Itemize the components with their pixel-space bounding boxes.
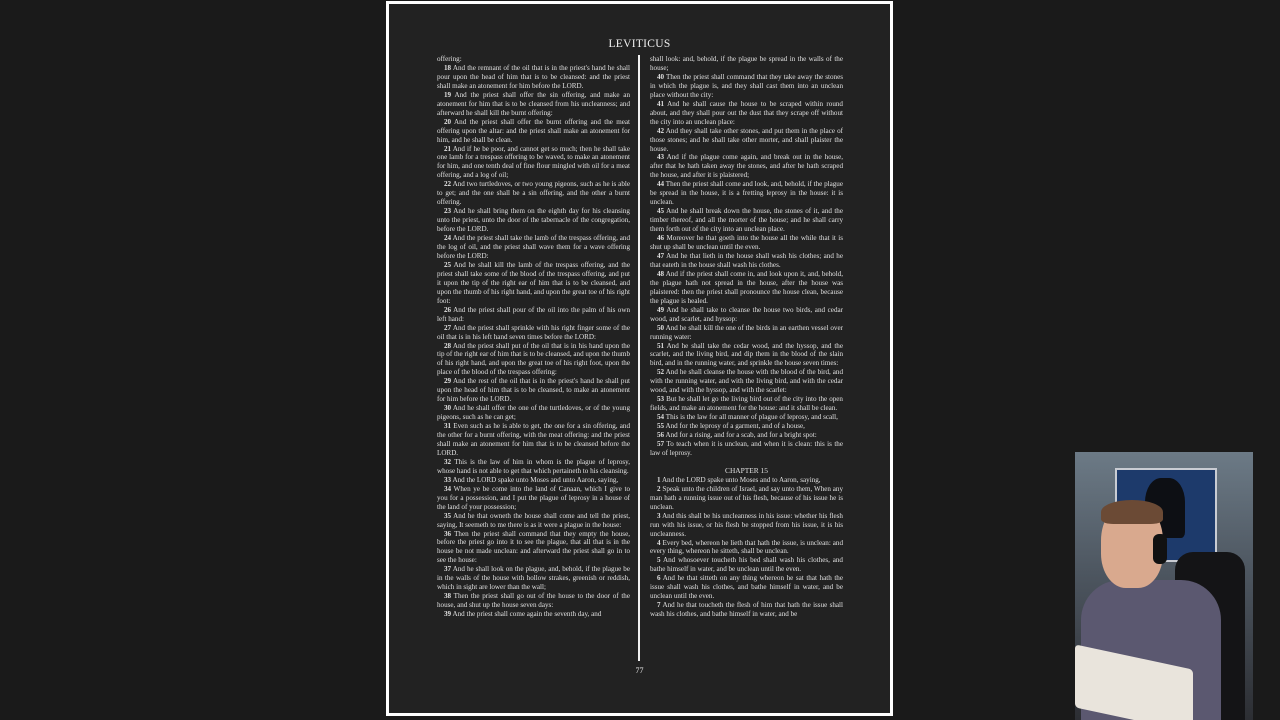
verse-number: 51: [657, 341, 665, 350]
verse: [650, 440, 843, 458]
verse-number: 30: [444, 404, 452, 413]
verse: [437, 180, 630, 207]
verse: [437, 422, 630, 458]
verse: [650, 324, 843, 342]
verse-text: And if he be poor, and cannot get so much; then he shall take one lamb for a trespass offering to be waved, to make an atonement for him, and one tenth deal of fine flour mingled with oil for a meat offering, and a log of oil;: [437, 144, 630, 180]
verse: [650, 574, 843, 601]
verse: [437, 64, 630, 91]
verse-text: To teach when it is unclean, and when it is clean: this is the law of leprosy.: [650, 439, 843, 457]
verse-text: And the remnant of the oil that is in the priest's hand he shall pour upon the head of him that is to be cleansed: and the priest shall make an atonement for him before the LORD.: [437, 63, 630, 90]
verse-number: 50: [657, 323, 665, 332]
verse-number: 33: [444, 475, 452, 484]
verse-number: 5: [657, 556, 661, 565]
verse: [437, 565, 630, 592]
verse: [437, 91, 630, 118]
verse-number: 42: [657, 126, 665, 135]
verse-text: And the LORD spake unto Moses and to Aaron, saying,: [661, 475, 821, 484]
verse-number: 38: [444, 592, 452, 601]
right-column-ch15: [650, 476, 843, 619]
verse-number: 35: [444, 511, 452, 520]
verse-text: Every bed, whereon he lieth that hath the issue, is unclean: and every thing, whereon he sitteth, shall be unclean.: [650, 538, 843, 556]
verse-text: And two turtledoves, or two young pigeons, such as he is able to get; and the one shall be a sin offering, and the other a burnt offering.: [437, 180, 630, 207]
verse-text: And for the leprosy of a garment, and of a house,: [665, 422, 805, 431]
verse-number: 41: [657, 99, 665, 108]
verse-text: And he that owneth the house shall come and tell the priest, saying, It seemeth to me there is as it were a plague in the house:: [437, 511, 630, 529]
verse: [650, 368, 843, 395]
verse-number: 47: [657, 251, 665, 260]
chapter-heading: CHAPTER 15: [725, 465, 768, 475]
verse-number: 27: [444, 323, 452, 332]
verse-text: Then the priest shall come and look, and, behold, if the plague be spread in the house, it is a fretting leprosy in the house: it is unclean.: [650, 180, 843, 207]
verse-number: 20: [444, 117, 452, 126]
verse-number: 32: [444, 457, 452, 466]
verse: [650, 342, 843, 369]
verse-text: And the rest of the oil that is in the priest's hand he shall put upon the head of him that is to be cleansed, to make an atonement for him before the LORD.: [437, 377, 630, 404]
verse-text: And he shall take the cedar wood, and the hyssop, and the scarlet, and the living bird, and dip them in the blood of the slain bird, and in the running water, and sprinkle the house seven times:: [650, 341, 843, 368]
verse-number: 7: [657, 601, 661, 610]
verse-text: And if the plague come again, and break out in the house, after that he hath taken away the stones, and after he hath scraped the house, and after it is plaistered;: [650, 153, 843, 180]
verse-number: 43: [657, 153, 665, 162]
verse: [650, 153, 843, 180]
verse-text: And they shall take other stones, and put them in the place of those stones; and he shall take other morter, and shall plaister the house.: [650, 126, 843, 153]
column-divider: [638, 55, 640, 661]
verse-text: This is the law for all manner of plague of leprosy, and scall,: [665, 413, 838, 422]
headset-icon: [1153, 534, 1167, 564]
verse-text: And he shall cleanse the house with the blood of the bird, and with the running water, and with the living bird, and with the cedar wood, and with the hyssop, and with the scarlet:: [650, 368, 843, 395]
verse-text: And whosoever toucheth his bed shall wash his clothes, and bathe himself in water, and be unclean until the even.: [650, 556, 843, 574]
verse-text: offering:: [437, 55, 462, 63]
verse-number: 23: [444, 207, 452, 216]
verse: [437, 530, 630, 566]
verse-text: And this shall be his uncleanness in his issue: whether his flesh run with his issue, or his flesh be stopped from his issue, it is his uncleanness.: [650, 511, 843, 538]
verse-text: And the priest shall sprinkle with his right finger some of the oil that is in his left hand seven times before the LORD:: [437, 323, 630, 341]
verse-text: And he shall bring them on the eighth day for his cleansing unto the priest, unto the door of the tabernacle of the congregation, before the LORD.: [437, 207, 630, 234]
verse-text: And the priest shall come again the seventh day, and: [452, 610, 602, 619]
verse: [650, 252, 843, 270]
verse-number: 25: [444, 260, 452, 269]
verse: [650, 431, 843, 440]
left-column: [437, 55, 630, 661]
verse: [437, 207, 630, 234]
verse: [650, 422, 843, 431]
bible-page: [389, 4, 890, 713]
verse-number: 40: [657, 72, 665, 81]
verse-text: And he that lieth in the house shall wash his clothes; and he that eateth in the house shall wash his clothes.: [650, 251, 843, 269]
verse: [437, 592, 630, 610]
verse-text: And the priest shall offer the burnt offering and the meat offering upon the altar: and the priest shall make an atonement for him, and he shall be clean.: [437, 117, 630, 144]
verse-text: And he shall break down the house, the stones of it, and the timber thereof, and all the morter of the house; and he shall carry them forth out of the city into an unclean place.: [650, 207, 843, 234]
verse-text: When ye be come into the land of Canaan, which I give to you for a possession, and I put the plague of leprosy in a house of the land of your possession;: [437, 484, 630, 511]
verse-number: 44: [657, 180, 665, 189]
verse: [437, 118, 630, 145]
verse-number: 18: [444, 63, 452, 72]
verse-number: 28: [444, 341, 452, 350]
verse: [437, 377, 630, 404]
verse-number: 46: [657, 234, 665, 243]
verse-text: And he shall kill the one of the birds in an earthen vessel over running water:: [650, 323, 843, 341]
verse: [650, 180, 843, 207]
page-number: 77: [635, 666, 644, 675]
verse-number: 54: [657, 413, 665, 422]
verse: [650, 234, 843, 252]
verse-number: 52: [657, 368, 665, 377]
verse-text: And the priest shall put of the oil that is in his hand upon the tip of the right ear of him that is to be cleansed, and upon the thumb of his right hand, and upon the great toe of his right foot, upon the place of the blood of the trespass offering:: [437, 341, 630, 377]
webcam-overlay: [1075, 452, 1253, 720]
verse-text: And he that sitteth on any thing whereon he sat that hath the issue shall wash his clothes, and bathe himself in water, and be unclean until the even.: [650, 574, 843, 601]
verse: [650, 413, 843, 422]
verse-number: 45: [657, 207, 665, 216]
verse-number: 3: [657, 511, 661, 520]
verse-text: And he that toucheth the flesh of him that hath the issue shall wash his clothes, and bathe himself in water, and be: [650, 601, 843, 619]
verse: [650, 55, 843, 73]
verse-text: This is the law of him in whom is the plague of leprosy, whose hand is not able to get that which pertaineth to his cleansing.: [437, 457, 630, 475]
verse: [650, 539, 843, 557]
verse-text: Even such as he is able to get, the one for a sin offering, and the other for a burnt offering, with the meat offering: and the priest shall make an atonement for him that is to be cleansed before the LORD.: [437, 422, 630, 457]
verse: [437, 485, 630, 512]
verse-number: 56: [657, 431, 665, 440]
right-column-ch14: [650, 55, 843, 458]
verse-text: Then the priest shall command that they empty the house, before the priest go into it to see the plague, that all that is in the house be not made unclean: and afterward the priest shall go in to see the house:: [437, 529, 630, 565]
verse-number: 31: [444, 422, 452, 431]
verse: [650, 100, 843, 127]
verse-text: And the priest shall offer the sin offering, and make an atonement for him that is to be cleansed from his uncleanness; and afterward he shall kill the burnt offering:: [437, 90, 630, 117]
verse-text: And he shall kill the lamb of the trespass offering, and the priest shall take some of the blood of the trespass offering, and put it upon the tip of the right ear of him that is to be cleansed, and upon the thumb of his right hand, and upon the great toe of his right foot:: [437, 260, 630, 305]
verse-number: 26: [444, 305, 452, 314]
verse-number: 55: [657, 422, 665, 431]
verse: [650, 485, 843, 512]
verse-text: shall look: and, behold, if the plague be spread in the walls of the house;: [650, 55, 843, 72]
verse-number: 1: [657, 475, 661, 484]
right-column: [650, 55, 843, 661]
verse-text: And he shall offer the one of the turtledoves, or of the young pigeons, such as he can get;: [437, 404, 630, 422]
verse-text: And he shall cause the house to be scraped within round about, and they shall pour out the dust that they scrape off without the city into an unclean place:: [650, 99, 843, 126]
verse-text: Moreover he that goeth into the house all the while that it is shut up shall be unclean until the even.: [650, 234, 843, 252]
verse: [437, 342, 630, 378]
verse-number: 48: [657, 269, 665, 278]
verse: [437, 306, 630, 324]
verse-number: 24: [444, 234, 452, 243]
verse: [437, 610, 630, 619]
verse-number: 22: [444, 180, 452, 189]
verse-number: 36: [444, 529, 452, 538]
verse: [650, 476, 843, 485]
verse-number: 21: [444, 144, 452, 153]
verse-number: 49: [657, 305, 665, 314]
verse-text: And he shall take to cleanse the house two birds, and cedar wood, and scarlet, and hyssop:: [650, 305, 843, 323]
verse-text: But he shall let go the living bird out of the city into the open fields, and make an atonement for the house: and it shall be clean.: [650, 395, 843, 413]
verse-text: Then the priest shall command that they take away the stones in which the plague is, and they shall cast them into an unclean place without the city:: [650, 72, 843, 99]
verse-text: And the priest shall take the lamb of the trespass offering, and the log of oil, and the priest shall wave them for a wave offering before the LORD:: [437, 234, 630, 260]
verse: [650, 73, 843, 100]
verse-text: Speak unto the children of Israel, and say unto them, When any man hath a running issue out of his flesh, because of his issue he is unclean.: [650, 484, 843, 511]
verse: [437, 404, 630, 422]
verse: [650, 207, 843, 234]
verse: [437, 145, 630, 181]
verse-text: And the LORD spake unto Moses and unto Aaron, saying,: [452, 475, 619, 484]
verse: [650, 270, 843, 306]
verse-text: Then the priest shall go out of the house to the door of the house, and shut up the house seven days:: [437, 592, 630, 610]
verse: [650, 601, 843, 619]
verse-text: And for a rising, and for a scab, and for a bright spot:: [665, 431, 817, 440]
verse-text: And if the priest shall come in, and look upon it, and, behold, the plague hath not spread in the house, after the house was plaistered: then the priest shall pronounce the house clean, because the plague is healed.: [650, 269, 843, 305]
verse-number: 34: [444, 484, 452, 493]
person-hair: [1101, 500, 1163, 524]
verse: [437, 458, 630, 476]
verse-number: 4: [657, 538, 661, 547]
verse: [650, 306, 843, 324]
verse: [437, 261, 630, 306]
verse: [650, 127, 843, 154]
verse: [437, 476, 630, 485]
verse: [437, 324, 630, 342]
verse-number: 2: [657, 484, 661, 493]
verse-number: 6: [657, 574, 661, 583]
verse-text: And he shall look on the plague, and, behold, if the plague be in the walls of the house with hollow strakes, greenish or reddish, which in sight are lower than the wall;: [437, 565, 630, 592]
verse-number: 53: [657, 395, 665, 404]
verse-number: 39: [444, 610, 452, 619]
verse-number: 37: [444, 565, 452, 574]
verse: [650, 395, 843, 413]
verse-number: 57: [657, 439, 665, 448]
verse: [437, 512, 630, 530]
verse: [437, 234, 630, 261]
verse-text: And the priest shall pour of the oil into the palm of his own left hand:: [437, 305, 630, 323]
verse-number: 29: [444, 377, 452, 386]
verse: [437, 55, 630, 64]
verse: [650, 556, 843, 574]
page-title: LEVITICUS: [608, 38, 671, 50]
verse-number: 19: [444, 90, 452, 99]
verse: [650, 512, 843, 539]
